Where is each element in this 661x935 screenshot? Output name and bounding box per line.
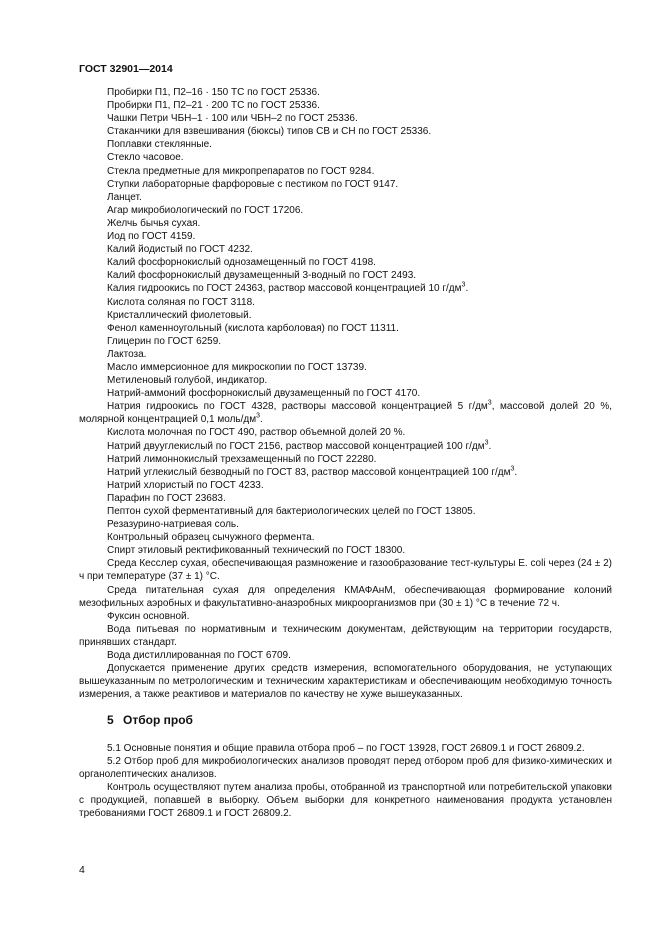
materials-list [79,610,612,623]
list-item: Калий йодистый по ГОСТ 4232. [107,244,253,256]
list-item: Натрия гидроокись по ГОСТ 4328, растворы массовой концентрацией 5 $г/дм^3$, массовой долей 20 %, молярной концентрацией 0,1 моль/$дм^3$. [79,399,612,426]
list-item: Фенол каменноугольный (кислота карболовая) по ГОСТ 11311. [107,322,399,334]
list-item: Иод по ГОСТ 4159. [107,231,196,243]
section-title: Отбор проб [123,713,193,728]
list-item: Натрий хлористый по ГОСТ 4233. [107,479,264,491]
list-item: Поплавки стеклянные. [107,139,212,151]
materials-list [79,649,612,662]
materials-list [79,86,612,282]
list-item: Стекло часовое. [107,152,184,164]
list-item: Пробирки П1, П2–16 · 150 ТС по ГОСТ 25336. [107,87,320,98]
list-item: Ланцет. [107,191,142,203]
list-item: Натрий углекислый безводный по ГОСТ 83, раствор массовой концентрацией 100 $г/дм^3$. [107,465,518,478]
paragraph: Среда Кесслер сухая, обеспечивающая размножение и газообразование тест-культуры E. coli через (24 ± 2) ч при температуре (37 ± 1) °C. [79,558,612,583]
list-item: Контрольный образец сычужного фермента. [107,532,315,544]
list-item: Пробирки П1, П2–21 · 200 ТС по ГОСТ 25336. [107,100,320,112]
paragraph: Контроль осуществляют путем анализа пробы, отобранной из транспортной или потребительской упаковки с продукцией, попавшей в выборку. Объем выборки для конкретного наименования продукта установлен требованиями ГОСТ 26809.1 и ГОСТ 26809.2. [79,781,612,819]
list-item: Чашки Петри ЧБН–1 · 100 или ЧБН–2 по ГОСТ 25336. [107,113,358,125]
list-item: Кристаллический фиолетовый. [107,309,252,321]
materials-list [79,479,612,558]
section-number: 5 [107,713,114,728]
list-item: Натрий-аммоний фосфорнокислый двузамещенный по ГОСТ 4170. [107,388,421,400]
paragraph: Среда питательная сухая для определения КМАФАнМ, обеспечивающая формирование колоний мезофильных аэробных и факультативно-анаэробных микроорганизмов при (30 ± 1) °C в течение 72 ч. [79,584,612,609]
list-item: Масло иммерсионное для микроскопии по ГОСТ 13739. [107,361,367,373]
list-item: Калий фосфорнокислый однозамещенный по ГОСТ 4198. [107,257,376,269]
list-item: Кислота соляная по ГОСТ 3118. [107,296,255,308]
paragraph-group [79,623,612,649]
materials-list [79,453,612,466]
list-item: Спирт этиловый ректификованный технический по ГОСТ 18300. [107,545,406,557]
list-item: Ступки лабораторные фарфоровые с пестиком по ГОСТ 9147. [107,178,399,190]
list-item: Вода дистиллированная по ГОСТ 6709. [107,650,291,662]
document-body [79,86,612,820]
list-item: Парафин по ГОСТ 23683. [107,492,226,504]
page-number: 4 [79,864,85,876]
paragraph: 5.1 Основные понятия и общие правила отбора проб – по ГОСТ 13928, ГОСТ 26809.1 и ГОСТ 26809.2. [107,742,585,754]
paragraph: Допускается применение других средств измерения, вспомогательного оборудования, не уступающих вышеуказанным по метрологическим и техническим характеристикам и обеспечивающим необходимую точность измерения, а также реактивов и материалов по качеству не хуже вышеуказанных. [79,663,612,701]
paragraph: Вода питьевая по нормативным и техническим документам, действующим на территории государств, принявших стандарт. [79,623,612,648]
section-paragraphs [79,742,612,821]
list-item: Лактоза. [107,348,147,360]
list-item: Кислота молочная по ГОСТ 490, раствор объемной долей 20 %. [107,427,406,439]
list-item: Метиленовый голубой, индикатор. [107,375,268,387]
document-header: ГОСТ 32901—2014 [79,63,173,75]
list-item: Стекла предметные для микропрепаратов по ГОСТ 9284. [107,165,375,177]
paragraph: 5.2 Отбор проб для микробиологических анализов проводят перед отбором проб для физико-химических и органолептических анализов. [79,755,612,780]
list-item: Натрий двууглекислый по ГОСТ 2156, раствор массовой концентрацией 100 $г/дм^3$. [107,439,492,452]
list-item: Калия гидроокись по ГОСТ 24363, раствор массовой концентрацией 10 $г/дм^3$. [107,282,469,295]
paragraph-group [79,557,612,609]
list-item: Пептон сухой ферментативный для бактериологических целей по ГОСТ 13805. [107,506,476,517]
list-item: Резазурино-натриевая соль. [107,519,239,531]
list-item: Натрий лимоннокислый трехзамещенный по ГОСТ 22280. [107,453,377,465]
list-item: Калий фосфорнокислый двузамещенный 3-водный по ГОСТ 2493. [107,270,417,282]
list-item: Агар микробиологический по ГОСТ 17206. [107,204,304,216]
list-item: Стаканчики для взвешивания (бюксы) типов СВ и СН по ГОСТ 25336. [107,126,432,138]
section-heading [107,714,612,727]
list-item: Фуксин основной. [107,610,190,622]
list-item: Желчь бычья сухая. [107,217,201,229]
materials-list [79,296,612,401]
paragraph-group [79,662,612,701]
list-item: Глицерин по ГОСТ 6259. [107,335,222,347]
materials-list [79,426,612,439]
